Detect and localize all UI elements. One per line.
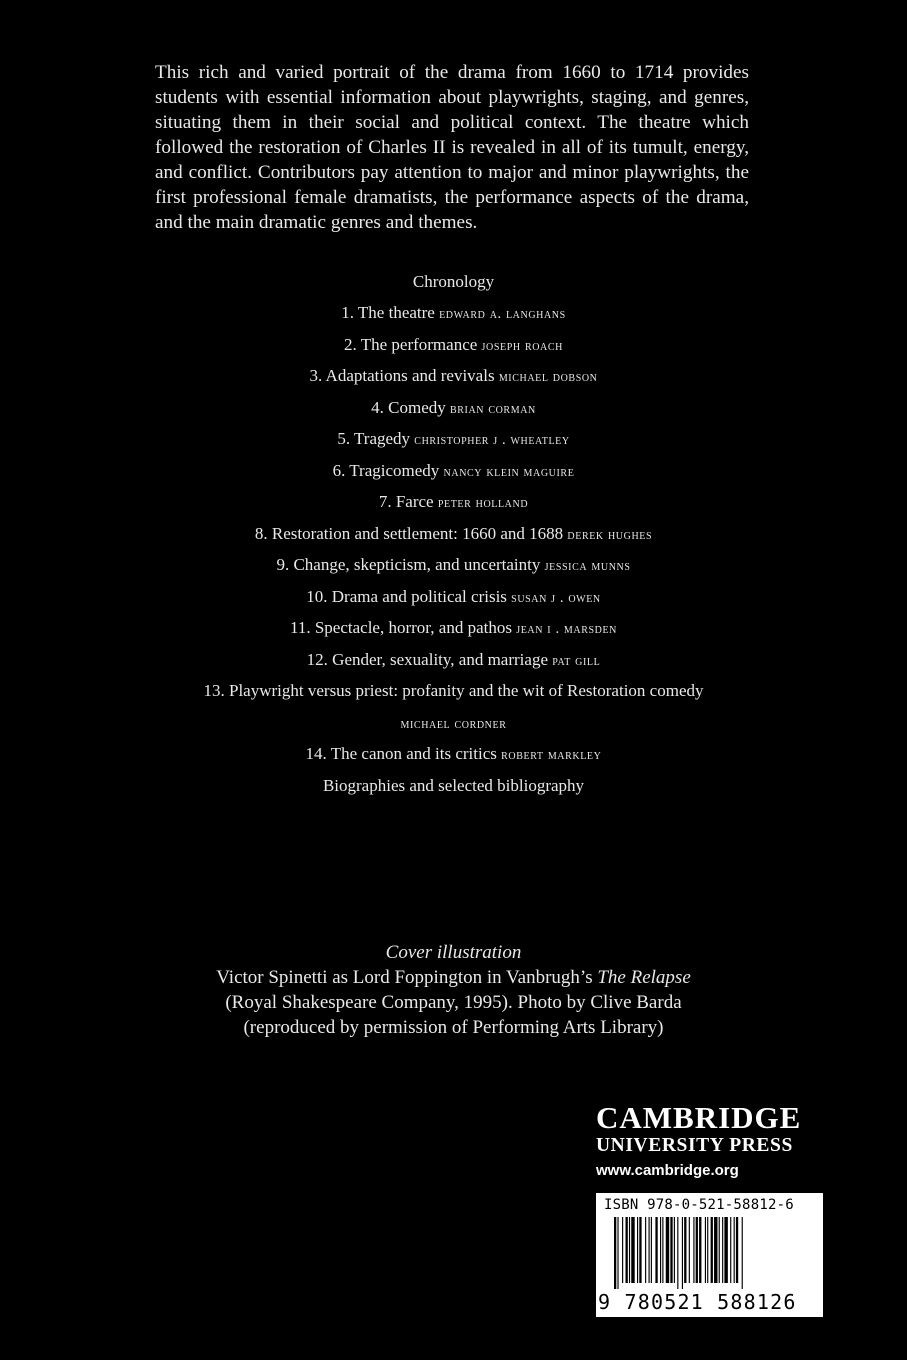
barcode-bar xyxy=(649,1217,650,1283)
publisher-url: www.cambridge.org xyxy=(596,1162,739,1179)
contents-entry xyxy=(0,394,907,426)
contents-entry xyxy=(0,520,907,552)
contents-entry xyxy=(0,740,907,772)
entry-author: michael dobson xyxy=(498,369,598,385)
barcode-bar xyxy=(696,1217,698,1283)
barcode-bar xyxy=(637,1217,638,1283)
barcode-bar xyxy=(631,1217,634,1283)
publisher-logo xyxy=(596,1102,836,1182)
barcode-bar xyxy=(724,1217,727,1283)
contents-entry xyxy=(0,551,907,583)
entry-title: 2. The performance xyxy=(344,334,478,354)
entry-author: nancy klein maguire xyxy=(443,463,575,480)
entry-author: derek hughes xyxy=(567,526,653,543)
entry-title: 4. Comedy xyxy=(371,397,446,417)
entry-title: 7. Farce xyxy=(378,492,434,511)
entry-author: susan j . owen xyxy=(511,589,601,606)
entry-author: jean i . marsden xyxy=(516,621,617,637)
barcode-bar xyxy=(629,1217,630,1283)
entry-author: brian corman xyxy=(450,400,536,417)
blurb-paragraph: This rich and varied portrait of the drama from 1660 to 1714 provides students with essential information about playwrights, staging, and genres, situating them in their social and political context. The theatre which followed the restoration of Charles II is revealed in all of its tumult, energy, and conflict. Contributors pay attention to major and minor playwrights, the first professional female dramatists, the performance aspects of the drama, and the main dramatic genres and themes. xyxy=(155,62,749,233)
barcode-bar xyxy=(711,1217,713,1283)
barcode-bar xyxy=(699,1217,701,1283)
contents-entry-author-line xyxy=(0,709,907,741)
barcode-bar xyxy=(670,1217,672,1283)
entry-title: 14. The canon and its critics xyxy=(305,744,497,763)
entry-author: joseph roach xyxy=(481,337,563,354)
contents-entry xyxy=(0,299,907,331)
cover-credit xyxy=(0,940,907,1040)
barcode-bar xyxy=(682,1217,683,1289)
barcode-bar xyxy=(730,1217,731,1283)
contents-list xyxy=(0,268,907,799)
barcode-bar xyxy=(734,1217,735,1283)
cover-credit-line: (Royal Shakespeare Company, 1995). Photo by Clive Barda xyxy=(225,992,682,1013)
barcode-bar xyxy=(655,1217,657,1283)
entry-title: 13. Playwright versus priest: profanity and the wit of Restoration comedy xyxy=(203,681,704,700)
barcode-bar xyxy=(660,1217,661,1283)
cover-credit-text: Victor Spinetti as Lord Foppington in Vanbrugh’s xyxy=(216,967,598,988)
entry-title: 9. Change, skepticism, and uncertainty xyxy=(276,555,541,574)
entry-author: christopher j . wheatley xyxy=(414,432,570,448)
barcode-bar xyxy=(707,1217,708,1283)
entry-author: peter holland xyxy=(437,495,529,511)
contents-entry xyxy=(0,677,907,709)
barcode-bar xyxy=(614,1217,616,1289)
entry-title: 11. Spectacle, horror, and pathos xyxy=(289,618,512,637)
barcode-bar xyxy=(639,1217,641,1283)
ean-digits: 9 780521 588126 > xyxy=(598,1290,797,1338)
barcode-bar xyxy=(693,1217,694,1283)
contents-entry xyxy=(0,614,907,646)
barcode-bar xyxy=(626,1217,628,1283)
barcode-bar xyxy=(651,1217,652,1283)
isbn-barcode xyxy=(596,1193,823,1338)
barcode-bar xyxy=(736,1217,738,1283)
contents-entry xyxy=(0,488,907,520)
entry-author: robert markley xyxy=(501,747,602,763)
entry-author: michael cordner xyxy=(400,715,507,732)
contents-entry xyxy=(0,362,907,394)
contents-entry xyxy=(0,425,907,457)
barcode-bars xyxy=(614,1217,806,1289)
barcode-bar xyxy=(662,1217,663,1283)
entry-title: 10. Drama and political crisis xyxy=(306,586,507,606)
entry-author: jessica munns xyxy=(544,558,631,574)
entry-title: 8. Restoration and settlement: 1660 and 1688 xyxy=(254,523,564,543)
barcode-bar xyxy=(684,1217,686,1283)
cover-credit-play-title: The Relapse xyxy=(597,967,691,988)
entry-author: pat gill xyxy=(552,652,601,669)
cover-credit-line: (reproduced by permission of Performing Arts Library) xyxy=(243,1017,664,1038)
contents-entry xyxy=(0,457,907,489)
barcode-bar xyxy=(722,1217,723,1283)
barcode-bar xyxy=(714,1217,717,1283)
barcode-bar xyxy=(674,1217,675,1283)
contents-entry xyxy=(0,331,907,363)
contents-heading: Chronology xyxy=(412,272,495,291)
barcode-bar xyxy=(705,1217,706,1283)
contents-entry xyxy=(0,646,907,678)
contents-entry xyxy=(0,583,907,615)
entry-title: 5. Tragedy xyxy=(337,429,411,448)
barcode-bar xyxy=(677,1217,678,1289)
barcode-bar xyxy=(622,1217,623,1283)
entry-author: edward a. langhans xyxy=(439,306,566,322)
entry-title: 6. Tragicomedy xyxy=(332,460,440,480)
barcode-bar xyxy=(742,1217,743,1289)
cover-credit-line xyxy=(0,965,907,990)
publisher-name: CAMBRIDGE xyxy=(596,1100,802,1135)
isbn-label: ISBN 978-0-521-58812-6 xyxy=(604,1197,794,1213)
entry-title: 1. The theatre xyxy=(341,303,435,322)
cover-credit-heading: Cover illustration xyxy=(385,942,522,963)
barcode-bar xyxy=(617,1217,618,1289)
barcode-bar xyxy=(645,1217,646,1283)
barcode-bar xyxy=(689,1217,690,1283)
entry-title: 3. Adaptations and revivals xyxy=(309,366,495,385)
barcode-bar xyxy=(719,1217,720,1283)
entry-title: 12. Gender, sexuality, and marriage xyxy=(306,649,548,669)
publisher-subname: UNIVERSITY PRESS xyxy=(596,1135,793,1156)
barcode-bar xyxy=(666,1217,669,1283)
contents-closing: Biographies and selected bibliography xyxy=(322,775,585,795)
